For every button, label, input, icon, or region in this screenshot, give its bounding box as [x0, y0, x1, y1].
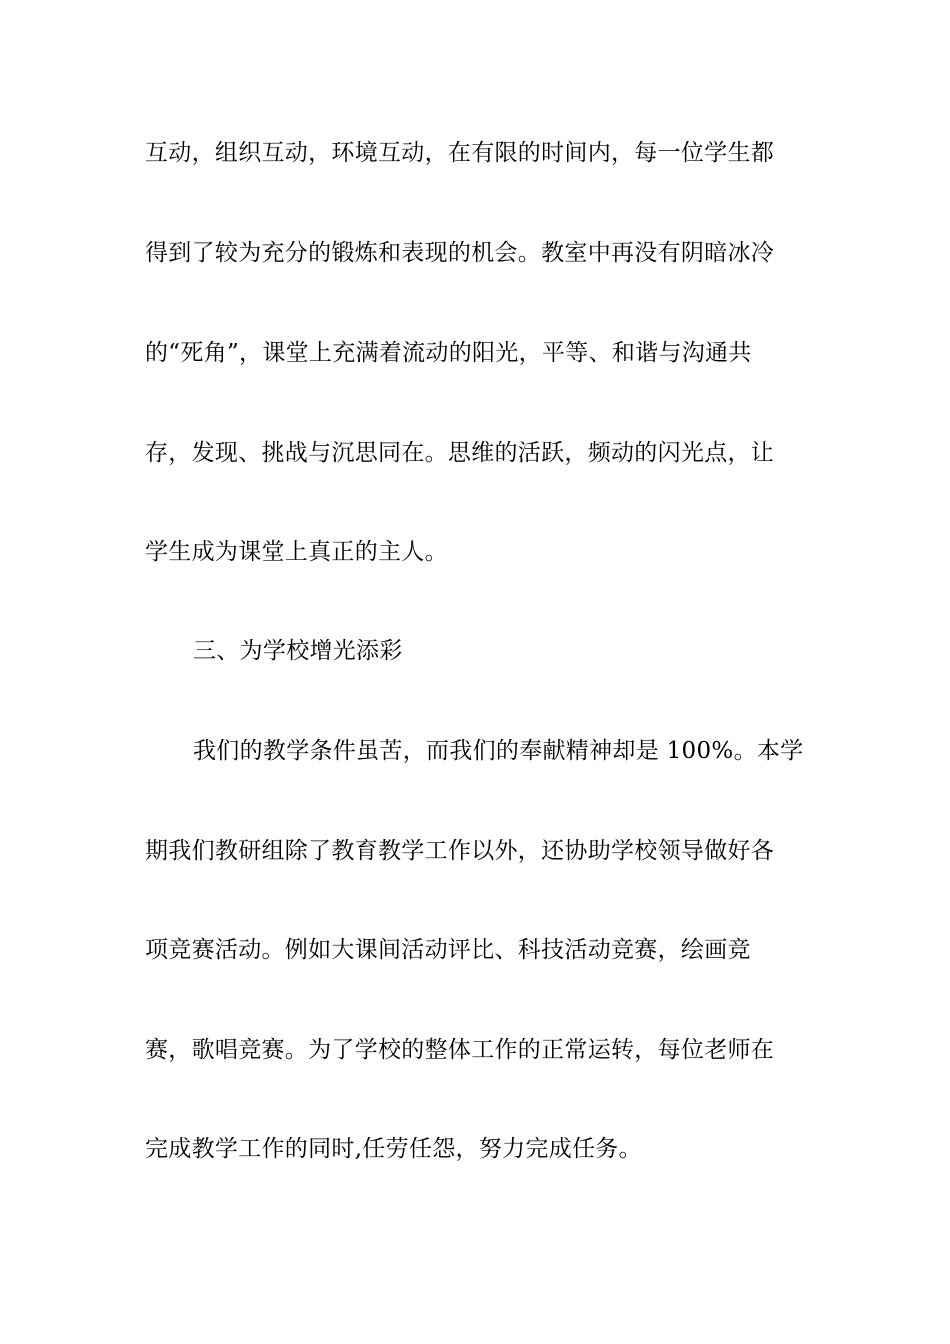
paragraph-2-line-2: 期我们教研组除了教育教学工作以外，还协助学校领导做好各	[145, 838, 775, 864]
paragraph-1-line-5: 学生成为课堂上真正的主人。	[145, 539, 448, 565]
paragraph-2-line-1: 我们的教学条件虽苦，而我们的奉献精神却是 100%。本学	[193, 738, 804, 764]
paragraph-1-line-1: 互动，组织互动，环境互动，在有限的时间内，每一位学生都	[145, 140, 775, 166]
paragraph-1-line-2: 得到了较为充分的锻炼和表现的机会。教室中再没有阴暗冰冷	[145, 240, 775, 266]
paragraph-2-line-4: 赛，歌唱竞赛。为了学校的整体工作的正常运转，每位老师在	[145, 1037, 775, 1063]
section-heading: 三、为学校增光添彩	[193, 638, 403, 664]
paragraph-2-line-5: 完成教学工作的同时,任劳任怨，努力完成任务。	[145, 1136, 642, 1162]
paragraph-1-line-3: 的“死角”，课堂上充满着流动的阳光，平等、和谐与沟通共	[145, 340, 752, 366]
paragraph-1-line-4: 存，发现、挑战与沉思同在。思维的活跃，频动的闪光点，让	[145, 440, 775, 466]
paragraph-2-line-3: 项竞赛活动。例如大课间活动评比、科技活动竞赛，绘画竞	[145, 937, 751, 963]
